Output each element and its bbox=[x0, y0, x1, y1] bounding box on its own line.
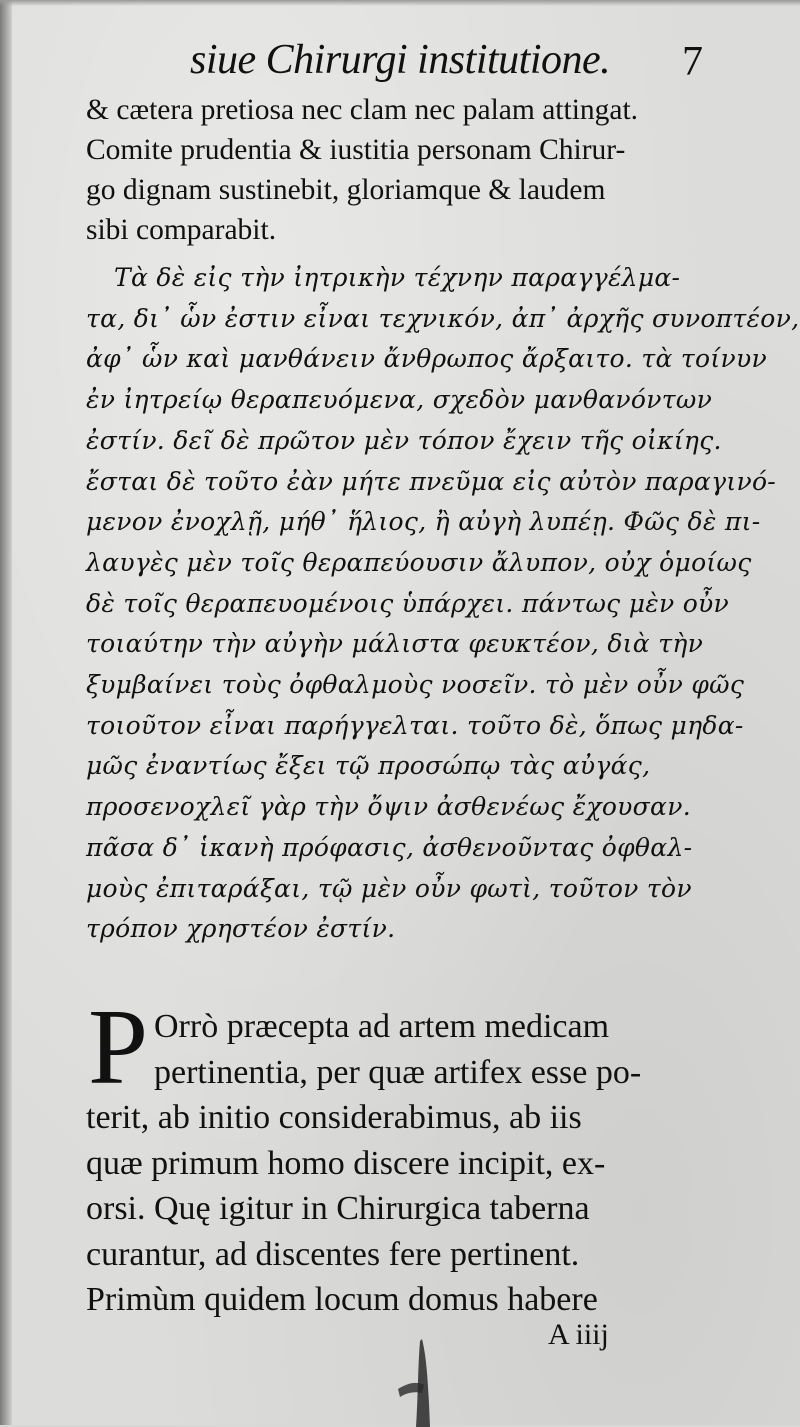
page-number: 7 bbox=[682, 39, 703, 85]
running-head: siue Chirurgi institutione. bbox=[190, 37, 611, 83]
greek-line: λαυγὲς μὲν τοῖς θεραπεύουσιν ἄλυπον, οὐχ ὁμοίως bbox=[86, 547, 752, 577]
greek-line: ἀφ᾽ ὧν καὶ μανθάνειν ἄνθρωπος ἄρξαιτο. τὰ τοίνυν bbox=[86, 344, 768, 374]
text-line: terit, ab initio considerabimus, ab iis bbox=[86, 1099, 582, 1136]
greek-line: προσενοχλεῖ γὰρ τὴν ὄψιν ἀσθενέως ἔχουσαν. bbox=[86, 792, 691, 822]
text-line: pertinentia, per quæ artifex esse po- bbox=[154, 1053, 642, 1091]
greek-line: ἐστίν. δεῖ δὲ πρῶτον μὲν τόπον ἔχειν τῆς οἰκίης. bbox=[86, 425, 722, 455]
greek-line: μοὺς ἐπιταράξαι, τῷ μὲν οὖν φωτὶ, τοῦτον τὸν bbox=[86, 873, 692, 903]
page-header bbox=[190, 36, 720, 86]
greek-line: μενον ἐνοχλῇ, μήθ᾽ ἥλιος, ἢ αὐγὴ λυπέῃ. Φῶς δὲ πι- bbox=[86, 507, 761, 537]
greek-line: Τὰ δὲ εἰς τὴν ἰητρικὴν τέχνην παραγγέλμα- bbox=[114, 263, 681, 292]
greek-line: ξυμβαίνει τοὺς ὀφθαλμοὺς νοσεῖν. τὸ μὲν οὖν φῶς bbox=[86, 670, 745, 700]
text-line: & cætera pretiosa nec clam nec palam attingat. bbox=[86, 94, 639, 126]
text-line: quæ primum homo discere incipit, ex- bbox=[86, 1144, 606, 1182]
latin-paragraph-bottom bbox=[86, 988, 726, 1323]
greek-line: τα, δι᾽ ὧν ἐστιν εἶναι τεχνικόν, ἀπ᾽ ἀρχῆς συνοπτέον, bbox=[86, 303, 800, 333]
greek-paragraph bbox=[86, 258, 800, 950]
greek-line: τρόπον χρηστέον ἐστίν. bbox=[86, 914, 396, 944]
text-line: orsi. Quę igitur in Chirurgica taberna bbox=[86, 1190, 590, 1227]
greek-line: ἔσται δὲ τοῦτο ἐὰν μήτε πνεῦμα εἰς αὐτὸν παραγινό- bbox=[86, 466, 777, 496]
greek-line: τοιοῦτον εἶναι παρήγγελται. τοῦτο δὲ, ὅπως μηδα- bbox=[86, 710, 744, 740]
text-line: go dignam sustinebit, gloriamque & laudem bbox=[86, 174, 606, 206]
greek-line: ἐν ἰητρείῳ θεραπευόμενα, σχεδὸν μανθανόντων bbox=[86, 385, 713, 415]
greek-line: μῶς ἐναντίως ἔξει τῷ προσώπῳ τὰς αὐγάς, bbox=[86, 751, 651, 781]
text-line: Orrò præcepta ad artem medicam bbox=[154, 1008, 610, 1045]
text-line: Comite prudentia & iustitia personam Chirur- bbox=[86, 134, 626, 166]
latin-paragraph-top bbox=[86, 90, 716, 250]
drop-cap-initial: P bbox=[88, 988, 149, 1107]
greek-line: τοιαύτην τὴν αὐγὴν μάλιστα φευκτέον, διὰ τὴν bbox=[86, 629, 704, 659]
signature-mark: A iiij bbox=[548, 1318, 609, 1351]
page-left-shadow bbox=[0, 0, 12, 1425]
greek-line: δὲ τοῖς θεραπευομένοις ὑπάρχει. πάντως μὲν οὖν bbox=[86, 588, 730, 618]
text-line: sibi comparabit. bbox=[86, 214, 277, 246]
greek-line: πᾶσα δ᾽ ἱκανὴ πρόφασις, ἀσθενοῦντας ὀφθαλ- bbox=[86, 832, 693, 862]
ink-mark bbox=[392, 1335, 452, 1427]
page-top-shadow bbox=[0, 0, 800, 6]
text-line: Primùm quidem locum domus habere bbox=[86, 1281, 598, 1318]
text-line: curantur, ad discentes fere pertinent. bbox=[86, 1235, 580, 1273]
